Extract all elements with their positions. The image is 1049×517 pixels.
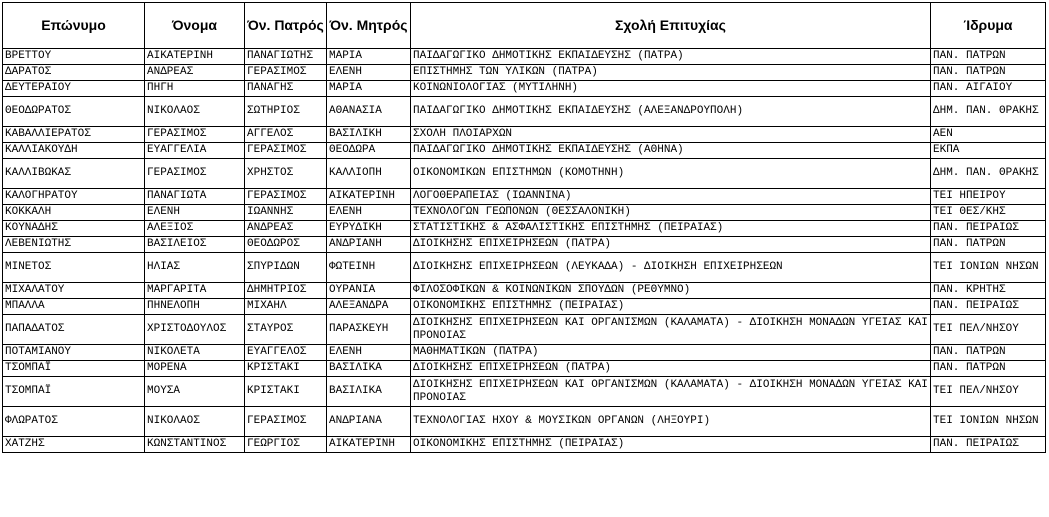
cell-father-name: ΓΕΩΡΓΙΟΣ xyxy=(245,437,327,453)
cell-surname: ΚΑΛΛΙΒΩΚΑΣ xyxy=(3,159,145,189)
cell-first-name: ΜΟΥΣΑ xyxy=(145,377,245,407)
cell-surname: ΛΕΒΕΝΙΩΤΗΣ xyxy=(3,237,145,253)
cell-institution: ΠΑΝ. ΠΕΙΡΑΙΩΣ xyxy=(931,437,1046,453)
cell-first-name: ΜΑΡΓΑΡΙΤΑ xyxy=(145,283,245,299)
table-row xyxy=(3,97,1046,127)
table-row xyxy=(3,221,1046,237)
cell-school: ΤΕΧΝΟΛΟΓΩΝ ΓΕΩΠΟΝΩΝ (ΘΕΣΣΑΛΟΝΙΚΗ) xyxy=(411,205,931,221)
cell-surname: ΒΡΕΤΤΟΥ xyxy=(3,49,145,65)
cell-surname: ΚΑΒΑΛΛΙΕΡΑΤΟΣ xyxy=(3,127,145,143)
cell-father-name: ΣΩΤΗΡΙΟΣ xyxy=(245,97,327,127)
table-row xyxy=(3,237,1046,253)
cell-institution: ΠΑΝ. ΑΙΓΑΙΟΥ xyxy=(931,81,1046,97)
table-body xyxy=(3,49,1046,453)
cell-school: ΠΑΙΔΑΓΩΓΙΚΟ ΔΗΜΟΤΙΚΗΣ ΕΚΠΑΙΔΕΥΣΗΣ (ΠΑΤΡΑ) xyxy=(411,49,931,65)
cell-surname: ΠΟΤΑΜΙΑΝΟΥ xyxy=(3,345,145,361)
table-row xyxy=(3,81,1046,97)
table-row xyxy=(3,283,1046,299)
cell-mother-name: ΒΑΣΙΛΙΚΑ xyxy=(327,361,411,377)
cell-surname: ΠΑΠΑΔΑΤΟΣ xyxy=(3,315,145,345)
cell-first-name: ΑΛΕΞΙΟΣ xyxy=(145,221,245,237)
cell-mother-name: ΑΛΕΞΑΝΔΡΑ xyxy=(327,299,411,315)
cell-mother-name: ΕΛΕΝΗ xyxy=(327,205,411,221)
cell-mother-name: ΕΥΡΥΔΙΚΗ xyxy=(327,221,411,237)
cell-mother-name: ΑΘΑΝΑΣΙΑ xyxy=(327,97,411,127)
cell-father-name: ΑΝΔΡΕΑΣ xyxy=(245,221,327,237)
cell-school: ΔΙΟΙΚΗΣΗΣ ΕΠΙΧΕΙΡΗΣΕΩΝ (ΛΕΥΚΑΔΑ) - ΔΙΟΙΚΗΣΗ ΕΠΙΧΕΙΡΗΣΕΩΝ xyxy=(411,253,931,283)
cell-father-name: ΓΕΡΑΣΙΜΟΣ xyxy=(245,143,327,159)
cell-mother-name: ΑΙΚΑΤΕΡΙΝΗ xyxy=(327,189,411,205)
cell-institution: ΠΑΝ. ΠΕΙΡΑΙΩΣ xyxy=(931,299,1046,315)
cell-first-name: ΕΛΕΝΗ xyxy=(145,205,245,221)
cell-father-name: ΧΡΗΣΤΟΣ xyxy=(245,159,327,189)
cell-institution: ΤΕΙ ΠΕΛ/ΝΗΣΟΥ xyxy=(931,377,1046,407)
cell-first-name: ΝΙΚΟΛΑΟΣ xyxy=(145,407,245,437)
cell-mother-name: ΜΑΡΙΑ xyxy=(327,81,411,97)
table-row xyxy=(3,189,1046,205)
cell-father-name: ΓΕΡΑΣΙΜΟΣ xyxy=(245,189,327,205)
table-row xyxy=(3,299,1046,315)
cell-institution: ΔΗΜ. ΠΑΝ. ΘΡΑΚΗΣ xyxy=(931,97,1046,127)
cell-school: ΔΙΟΙΚΗΣΗΣ ΕΠΙΧΕΙΡΗΣΕΩΝ (ΠΑΤΡΑ) xyxy=(411,237,931,253)
table-row xyxy=(3,315,1046,345)
cell-surname: ΔΕΥΤΕΡΑΙΟΥ xyxy=(3,81,145,97)
table-row xyxy=(3,361,1046,377)
table-row xyxy=(3,65,1046,81)
cell-mother-name: ΒΑΣΙΛΙΚΗ xyxy=(327,127,411,143)
cell-school: ΟΙΚΟΝΟΜΙΚΩΝ ΕΠΙΣΤΗΜΩΝ (ΚΟΜΟΤΗΝΗ) xyxy=(411,159,931,189)
cell-mother-name: ΜΑΡΙΑ xyxy=(327,49,411,65)
cell-school: ΤΕΧΝΟΛΟΓΙΑΣ ΗΧΟΥ & ΜΟΥΣΙΚΩΝ ΟΡΓΑΝΩΝ (ΛΗΞΟΥΡΙ) xyxy=(411,407,931,437)
cell-institution: ΤΕΙ ΙΟΝΙΩΝ ΝΗΣΩΝ xyxy=(931,407,1046,437)
cell-first-name: ΠΗΓΗ xyxy=(145,81,245,97)
cell-institution: ΠΑΝ. ΠΑΤΡΩΝ xyxy=(931,65,1046,81)
cell-first-name: ΠΗΝΕΛΟΠΗ xyxy=(145,299,245,315)
cell-father-name: ΠΑΝΑΓΗΣ xyxy=(245,81,327,97)
cell-institution: ΠΑΝ. ΠΑΤΡΩΝ xyxy=(931,49,1046,65)
cell-surname: ΜΙΝΕΤΟΣ xyxy=(3,253,145,283)
cell-surname: ΚΑΛΟΓΗΡΑΤΟΥ xyxy=(3,189,145,205)
cell-surname: ΜΙΧΑΛΑΤΟΥ xyxy=(3,283,145,299)
cell-school: ΚΟΙΝΩΝΙΟΛΟΓΙΑΣ (ΜΥΤΙΛΗΝΗ) xyxy=(411,81,931,97)
table-row xyxy=(3,127,1046,143)
cell-school: ΔΙΟΙΚΗΣΗΣ ΕΠΙΧΕΙΡΗΣΕΩΝ (ΠΑΤΡΑ) xyxy=(411,361,931,377)
cell-father-name: ΣΤΑΥΡΟΣ xyxy=(245,315,327,345)
table-row xyxy=(3,159,1046,189)
cell-institution: ΤΕΙ ΙΟΝΙΩΝ ΝΗΣΩΝ xyxy=(931,253,1046,283)
cell-father-name: ΑΓΓΕΛΟΣ xyxy=(245,127,327,143)
cell-school: ΦΙΛΟΣΟΦΙΚΩΝ & ΚΟΙΝΩΝΙΚΩΝ ΣΠΟΥΔΩΝ (ΡΕΘΥΜΝΟ) xyxy=(411,283,931,299)
table-row xyxy=(3,205,1046,221)
table-row xyxy=(3,407,1046,437)
cell-mother-name: ΠΑΡΑΣΚΕΥΗ xyxy=(327,315,411,345)
cell-mother-name: ΦΩΤΕΙΝΗ xyxy=(327,253,411,283)
cell-first-name: ΧΡΙΣΤΟΔΟΥΛΟΣ xyxy=(145,315,245,345)
cell-surname: ΚΑΛΛΙΑΚΟΥΔΗ xyxy=(3,143,145,159)
results-table-container xyxy=(2,2,1046,453)
cell-first-name: ΑΝΔΡΕΑΣ xyxy=(145,65,245,81)
cell-surname: ΦΛΩΡΑΤΟΣ xyxy=(3,407,145,437)
cell-surname: ΜΠΑΛΛΑ xyxy=(3,299,145,315)
cell-institution: ΑΕΝ xyxy=(931,127,1046,143)
table-row xyxy=(3,253,1046,283)
cell-first-name: ΒΑΣΙΛΕΙΟΣ xyxy=(145,237,245,253)
cell-father-name: ΘΕΟΔΩΡΟΣ xyxy=(245,237,327,253)
cell-school: ΣΧΟΛΗ ΠΛΟΙΑΡΧΩΝ xyxy=(411,127,931,143)
table-row xyxy=(3,345,1046,361)
cell-institution: ΤΕΙ ΗΠΕΙΡΟΥ xyxy=(931,189,1046,205)
cell-first-name: ΓΕΡΑΣΙΜΟΣ xyxy=(145,159,245,189)
cell-surname: ΤΣΟΜΠΑΪ xyxy=(3,377,145,407)
cell-surname: ΘΕΟΔΩΡΑΤΟΣ xyxy=(3,97,145,127)
cell-father-name: ΚΡΙΣΤΑΚΙ xyxy=(245,361,327,377)
header-father-name: Όν. Πατρός xyxy=(245,3,327,49)
cell-mother-name: ΑΙΚΑΤΕΡΙΝΗ xyxy=(327,437,411,453)
cell-father-name: ΠΑΝΑΓΙΩΤΗΣ xyxy=(245,49,327,65)
cell-mother-name: ΘΕΟΔΩΡΑ xyxy=(327,143,411,159)
cell-surname: ΧΑΤΖΗΣ xyxy=(3,437,145,453)
cell-mother-name: ΕΛΕΝΗ xyxy=(327,65,411,81)
cell-school: ΟΙΚΟΝΟΜΙΚΗΣ ΕΠΙΣΤΗΜΗΣ (ΠΕΙΡΑΙΑΣ) xyxy=(411,437,931,453)
cell-mother-name: ΕΛΕΝΗ xyxy=(327,345,411,361)
header-school: Σχολή Επιτυχίας xyxy=(411,3,931,49)
cell-mother-name: ΟΥΡΑΝΙΑ xyxy=(327,283,411,299)
cell-school: ΟΙΚΟΝΟΜΙΚΗΣ ΕΠΙΣΤΗΜΗΣ (ΠΕΙΡΑΙΑΣ) xyxy=(411,299,931,315)
cell-institution: ΠΑΝ. ΠΑΤΡΩΝ xyxy=(931,361,1046,377)
cell-first-name: ΑΙΚΑΤΕΡΙΝΗ xyxy=(145,49,245,65)
header-first-name: Όνομα xyxy=(145,3,245,49)
cell-father-name: ΚΡΙΣΤΑΚΙ xyxy=(245,377,327,407)
cell-institution: ΤΕΙ ΠΕΛ/ΝΗΣΟΥ xyxy=(931,315,1046,345)
cell-school: ΛΟΓΟΘΕΡΑΠΕΙΑΣ (ΙΩΑΝΝΙΝΑ) xyxy=(411,189,931,205)
header-surname: Επώνυμο xyxy=(3,3,145,49)
cell-school: ΠΑΙΔΑΓΩΓΙΚΟ ΔΗΜΟΤΙΚΗΣ ΕΚΠΑΙΔΕΥΣΗΣ (ΑΘΗΝΑ) xyxy=(411,143,931,159)
table-row xyxy=(3,437,1046,453)
cell-mother-name: ΚΑΛΛΙΟΠΗ xyxy=(327,159,411,189)
cell-institution: ΠΑΝ. ΚΡΗΤΗΣ xyxy=(931,283,1046,299)
cell-first-name: ΕΥΑΓΓΕΛΙΑ xyxy=(145,143,245,159)
cell-father-name: ΣΠΥΡΙΔΩΝ xyxy=(245,253,327,283)
cell-first-name: ΓΕΡΑΣΙΜΟΣ xyxy=(145,127,245,143)
cell-school: ΜΑΘΗΜΑΤΙΚΩΝ (ΠΑΤΡΑ) xyxy=(411,345,931,361)
header-mother-name: Όν. Μητρός xyxy=(327,3,411,49)
cell-father-name: ΔΗΜΗΤΡΙΟΣ xyxy=(245,283,327,299)
cell-first-name: ΝΙΚΟΛΕΤΑ xyxy=(145,345,245,361)
cell-school: ΔΙΟΙΚΗΣΗΣ ΕΠΙΧΕΙΡΗΣΕΩΝ ΚΑΙ ΟΡΓΑΝΙΣΜΩΝ (ΚΑΛΑΜΑΤΑ) - ΔΙΟΙΚΗΣΗ ΜΟΝΑΔΩΝ ΥΓΕΙΑΣ ΚΑΙ ΠΡΟΝΟΙΑΣ xyxy=(411,315,931,345)
cell-father-name: ΓΕΡΑΣΙΜΟΣ xyxy=(245,65,327,81)
cell-father-name: ΕΥΑΓΓΕΛΟΣ xyxy=(245,345,327,361)
cell-surname: ΚΟΚΚΑΛΗ xyxy=(3,205,145,221)
cell-surname: ΚΟΥΝΑΔΗΣ xyxy=(3,221,145,237)
header-institution: Ίδρυμα xyxy=(931,3,1046,49)
cell-mother-name: ΑΝΔΡΙΑΝΗ xyxy=(327,237,411,253)
cell-institution: ΠΑΝ. ΠΑΤΡΩΝ xyxy=(931,237,1046,253)
table-row xyxy=(3,49,1046,65)
table-row xyxy=(3,143,1046,159)
cell-surname: ΤΣΟΜΠΑΪ xyxy=(3,361,145,377)
cell-first-name: ΗΛΙΑΣ xyxy=(145,253,245,283)
cell-institution: ΠΑΝ. ΠΑΤΡΩΝ xyxy=(931,345,1046,361)
cell-mother-name: ΒΑΣΙΛΙΚΑ xyxy=(327,377,411,407)
cell-school: ΔΙΟΙΚΗΣΗΣ ΕΠΙΧΕΙΡΗΣΕΩΝ ΚΑΙ ΟΡΓΑΝΙΣΜΩΝ (ΚΑΛΑΜΑΤΑ) - ΔΙΟΙΚΗΣΗ ΜΟΝΑΔΩΝ ΥΓΕΙΑΣ ΚΑΙ ΠΡΟΝΟΙΑΣ xyxy=(411,377,931,407)
admission-results-table xyxy=(2,2,1046,453)
cell-first-name: ΝΙΚΟΛΑΟΣ xyxy=(145,97,245,127)
cell-father-name: ΜΙΧΑΗΛ xyxy=(245,299,327,315)
cell-father-name: ΓΕΡΑΣΙΜΟΣ xyxy=(245,407,327,437)
cell-father-name: ΙΩΑΝΝΗΣ xyxy=(245,205,327,221)
cell-first-name: ΚΩΝΣΤΑΝΤΙΝΟΣ xyxy=(145,437,245,453)
cell-institution: ΤΕΙ ΘΕΣ/ΚΗΣ xyxy=(931,205,1046,221)
cell-surname: ΔΑΡΑΤΟΣ xyxy=(3,65,145,81)
cell-institution: ΔΗΜ. ΠΑΝ. ΘΡΑΚΗΣ xyxy=(931,159,1046,189)
cell-school: ΕΠΙΣΤΗΜΗΣ ΤΩΝ ΥΛΙΚΩΝ (ΠΑΤΡΑ) xyxy=(411,65,931,81)
cell-school: ΠΑΙΔΑΓΩΓΙΚΟ ΔΗΜΟΤΙΚΗΣ ΕΚΠΑΙΔΕΥΣΗΣ (ΑΛΕΞΑΝΔΡΟΥΠΟΛΗ) xyxy=(411,97,931,127)
table-row xyxy=(3,377,1046,407)
cell-first-name: ΠΑΝΑΓΙΩΤΑ xyxy=(145,189,245,205)
cell-institution: ΠΑΝ. ΠΕΙΡΑΙΩΣ xyxy=(931,221,1046,237)
cell-school: ΣΤΑΤΙΣΤΙΚΗΣ & ΑΣΦΑΛΙΣΤΙΚΗΣ ΕΠΙΣΤΗΜΗΣ (ΠΕΙΡΑΙΑΣ) xyxy=(411,221,931,237)
cell-mother-name: ΑΝΔΡΙΑΝΑ xyxy=(327,407,411,437)
cell-first-name: ΜΟΡΕΝΑ xyxy=(145,361,245,377)
cell-institution: ΕΚΠΑ xyxy=(931,143,1046,159)
table-header-row xyxy=(3,3,1046,49)
